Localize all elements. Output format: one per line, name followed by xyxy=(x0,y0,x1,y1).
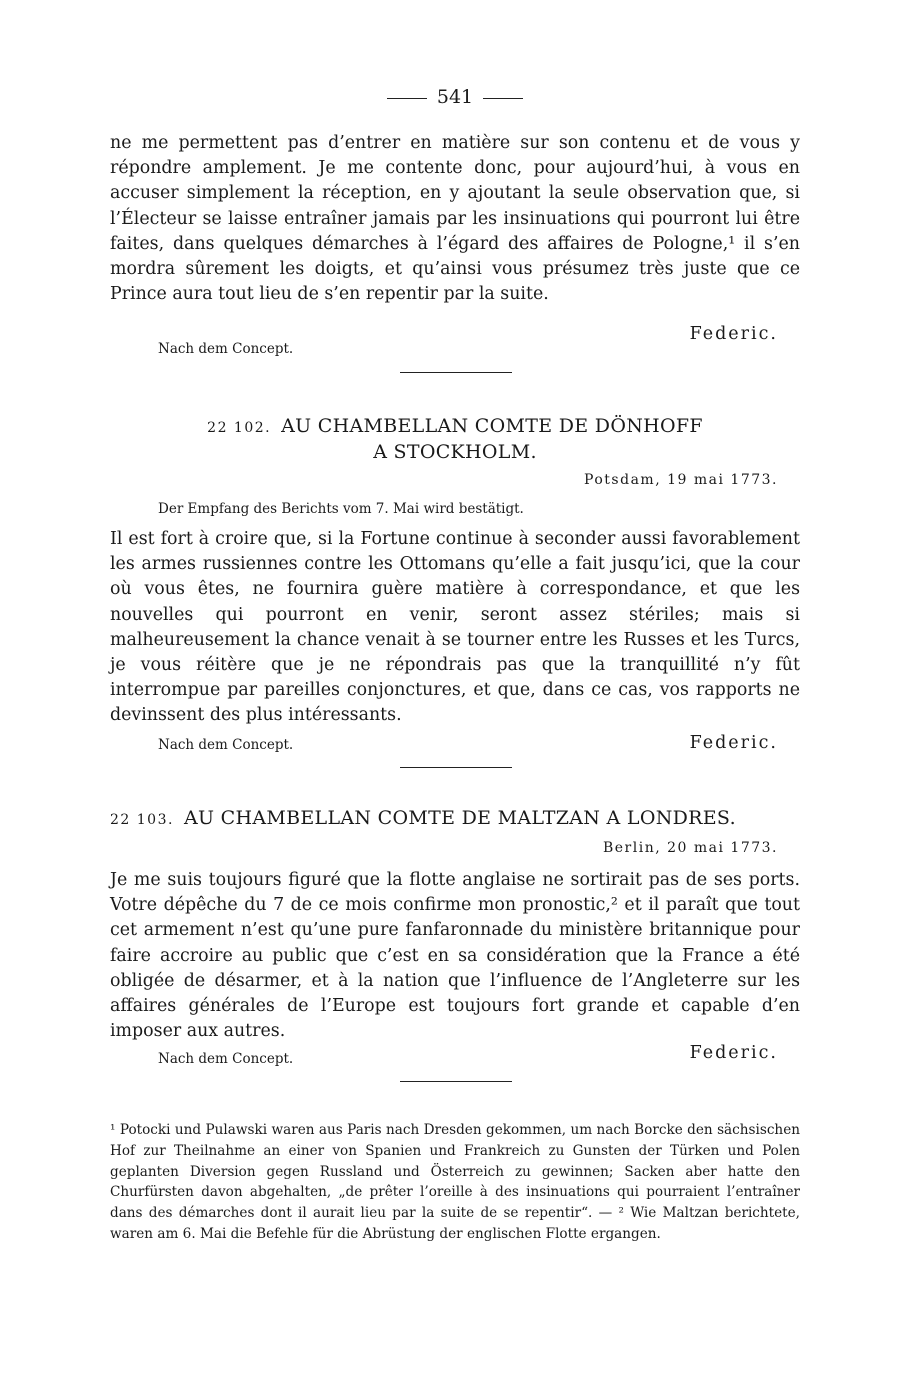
letter-prev-signature: Federic. xyxy=(689,324,778,344)
letter-22103-dateline: Berlin, 20 mai 1773. xyxy=(602,840,778,856)
letter-22102-source: Nach dem Concept. xyxy=(158,737,294,753)
section-divider xyxy=(400,372,512,373)
page-number: 541 xyxy=(110,86,800,108)
letter-22102-heading xyxy=(110,414,800,464)
letter-22103-number: 22 103. xyxy=(110,812,174,828)
letter-22102-summary: Der Empfang des Berichts vom 7. Mai wird bestätigt. xyxy=(158,501,524,517)
page-number-dash-left xyxy=(387,98,427,99)
letter-22102-title-line1: AU CHAMBELLAN COMTE DE DÖNHOFF xyxy=(281,415,703,437)
letter-22102-dateline: Potsdam, 19 mai 1773. xyxy=(584,472,778,488)
section-divider xyxy=(400,767,512,768)
letter-22102-signature: Federic. xyxy=(689,733,778,753)
letter-22102-paragraph: Il est fort à croire que, si la Fortune continue à seconder aussi favorablement les armes russiennes contre les Ottomans qu’elle a fait jusqu’ici, que la cour où vous êtes, ne fournira guère matière à correspondance, et que les nouvelles qui pourront en venir, seront assez stériles; mais si malheureusement la chance venait à se tourner entre les Russes et les Turcs, je vous réitère que je ne répondrais pas que la tranquillité n’y fût interrompue par pareilles conjonctures, et que, dans ce cas, vos rapports ne devinssent des plus intéressants. xyxy=(110,529,800,726)
section-divider xyxy=(400,1081,512,1082)
letter-22103-heading xyxy=(110,806,800,832)
letter-22102-number: 22 102. xyxy=(207,420,272,436)
footnotes: ¹ Potocki und Pulawski waren aus Paris nach Dresden gekommen, um nach Borcke den sächsischen Hof zur Theilnahme an einer von Spanien und Frankreich zu Gunsten der Türken und Polen geplanten Diversion gegen Russland und Österreich zu gewinnen; Sacken aber hatte den Churfürsten davon abgehalten, „de prêter l’oreille à des insinuations qui pourraient l’entraîner dans des démarches dont il aurait lieu par la suite de se repentir“. — ² Wie Maltzan berichtete, waren am 6. Mai die Befehle für die Abrüstung der englischen Flotte ergangen. xyxy=(110,1122,800,1242)
letter-22103-signature: Federic. xyxy=(689,1043,778,1063)
letter-prev-source: Nach dem Concept. xyxy=(158,341,294,357)
letter-22103-title: AU CHAMBELLAN COMTE DE MALTZAN A LONDRES. xyxy=(183,807,736,829)
letter-22103-paragraph: Je me suis toujours figuré que la flotte anglaise ne sortirait pas de ses ports. Votre dépêche du 7 de ce mois confirme mon pronostic,² et il paraît que tout cet armement n’est qu’une pure fanfaronnade du ministère britannique pour faire accroire au public que c’est en sa considération que la France a été obligée de désarmer, et à la nation que l’influence de l’Angleterre sur les affaires générales de l’Europe est toujours fort grande et capable d’en imposer aux autres. xyxy=(110,870,800,1042)
letter-prev-paragraph: ne me permettent pas d’entrer en matière sur son contenu et de vous y répondre amplement. Je me contente donc, pour aujourd’hui, à vous en accuser simplement la réception, en y ajoutant la seule observation que, si l’Électeur se laisse entraîner jamais par les insinuations qui pourront lui être faites, dans quelques démarches à l’égard des affaires de Pologne,¹ il s’en mordra sûrement les doigts, et qu’ainsi vous présumez très juste que ce Prince aura tout lieu de s’en repentir par la suite. xyxy=(110,133,800,305)
letter-22102-title-line2: A STOCKHOLM. xyxy=(373,441,537,463)
letter-22103-source: Nach dem Concept. xyxy=(158,1051,294,1067)
page-number-dash-right xyxy=(483,98,523,99)
